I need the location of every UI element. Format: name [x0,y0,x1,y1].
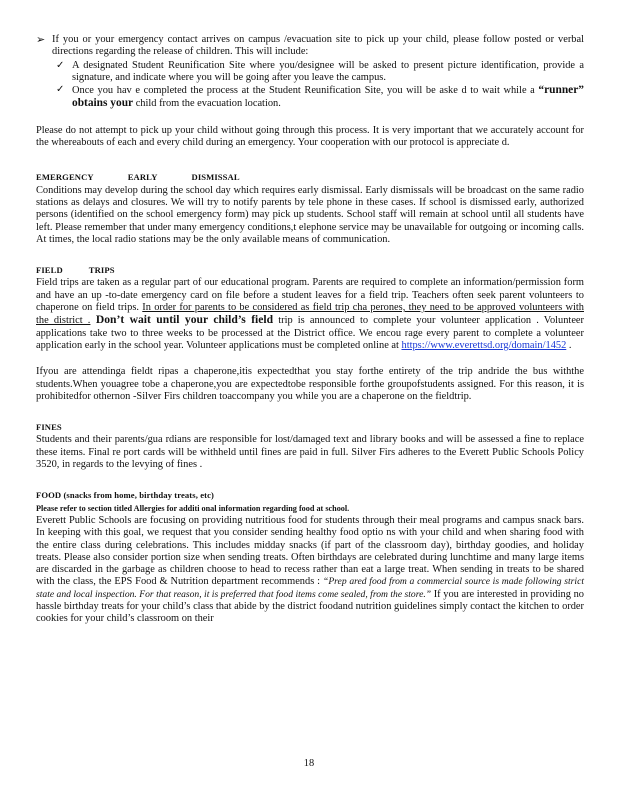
evacuation-bullet [36,34,584,59]
checkmark-icon: ✓ [56,59,65,71]
spacer [36,111,584,125]
food-allergy-note: Please refer to section titled Allergies for additi onal information regarding food at school. [36,503,350,513]
spacer [36,352,584,366]
heading-word: EMERGENCY [36,172,94,183]
cooperation-paragraph: Please do not attempt to pick up your child without going through this process. It is very important that we accurately account for the whereabouts of each and every child during an emergency. Your cooperation with our protocol is appreciate d. [36,124,584,149]
field-trips-paragraph [36,277,584,352]
checklist-item [56,60,584,85]
checklist-text-part: Once you hav e completed the process at the Student Reunification Site, you will be aske d to wait while a [72,85,535,97]
chaperone-paragraph: Ifyou are attendinga fieldt ripas a chaperone,itis expectedthat you stay forthe entirety of the trip andride the bus withthe students.When youagree tobe a chaperone,you are expectedtobe responsible forthe groupofstudents assigned. For this reason, it is prohibitedfor othernon -Silver Firs children toaccompany you while you are a chaperone on the fieldtrip. [36,366,584,402]
checklist-item-text [72,84,584,111]
evacuation-bullet-text: If you or your emergency contact arrives on campus /evacuation site to pick up your child, please follow posted or verbal directions regarding the release of children. This will include: [52,34,584,58]
section-heading-field-trips [36,264,584,276]
heading-word: EARLY [127,172,158,183]
checklist-item-text: A designated Student Reunification Site where you/designee will be asked to present picture identification, provide a signature, and indicate where you will be going after you leave the campus. [72,59,584,83]
spacer [36,149,584,171]
section-heading-early-dismissal [36,171,584,183]
volunteer-requirement-underlined: In order for parents to be considered as field trip cha perones, they need to be approved volunteers with the district . [36,302,584,327]
checklist-text-part: child from the evacuation location. [133,98,281,110]
food-text: Everett Public Schools are focusing on providing nutritious food for students through their meal programs and campus snack bars. In keeping with this goal, we request that you consider sending healthy food optio ns with your child and when sharing food with the entire class during celebrations. This includes midday snacks (if part of the classroom day), birthday goodies, and holiday treats. Please also consider portion size when sending treats. Often birthdays are celebrated during lunchtime and many large items are discarded in the garbage as children choose to head to recess rather than eat a large treat. When sending in treats to be shared with the class, the EPS Food & Nutrition department recommends : [36,514,584,588]
checkmark-icon: ✓ [56,84,65,96]
runner-bold-text: “runner” obtains your [72,84,584,110]
field-trips-text: trip is announced to complete your volunteer application . Volunteer applications take two to three weeks to be processed at the District office. We encou rage every parent to complete a volunteer application early in the school year. Volunteer applications must be completed online at [36,315,585,351]
spacer [36,403,584,421]
link-tail: . [566,339,572,351]
volunteer-application-link[interactable]: https://www.everettsd.org/domain/1452 [401,339,567,351]
food-paragraph [36,515,584,626]
arrow-bullet-icon: ➢ [36,34,46,46]
spacer [36,246,584,264]
heading-word: TRIPS [88,265,115,276]
checklist-item [56,84,584,111]
heading-word: FIELD [36,265,63,276]
section-heading-fines: FINES [36,422,62,433]
section-heading-food: FOOD (snacks from home, birthday treats, etc) [36,490,214,501]
food-text: If you are interested in providing no hassle birthday treats for your child’s class that abide by the district foodand nutrition guidelines simply contact the kitchen to order cookies for your child’s classroom on their [36,588,584,625]
heading-word: DISMISSAL [191,172,240,183]
early-dismissal-paragraph: Conditions may develop during the school day which requires early dismissal. Early dismissals will be broadcast on the same radio stations as delays and closures. We will try to notify parents by tele phone in these cases. If school is dismissed early, authorized persons (identified on the school emergency form) may pick up students. School staff will remain at school until all students have left. Please remember that under many emergency conditions,t elephone service may be unavailable for outgoing or incoming calls. At times, the local radio stations may be the only available means of communication. [36,184,584,245]
page-number: 18 [303,758,315,769]
reunification-checklist [56,60,584,111]
field-trips-text: Field trips are taken as a regular part of our educational program. Parents are required to complete an information/permission form and have an up -to-date emergency card on file before a student leaves for a field trip. Teachers often seek parent volunteers to chaperone on field trips. [36,277,584,314]
volunteer-bold-text: Don’t wait until your child’s field [90,313,274,327]
fines-paragraph: Students and their parents/gua rdians are responsible for lost/damaged text and library books and will be assessed a fine to replace these items. Final re port cards will be withheld until fines are paid in full. Silver Firs adheres to the Everett Public Schools Policy 3520, in regards to the levying of fines . [36,434,584,471]
spacer [36,471,584,489]
food-quote-italic: “Prep ared food from a commercial source is made following strict state and local inspection. For that reason, it is preferred that food items come sealed, from the store.” [36,576,585,600]
document-page [36,34,584,626]
